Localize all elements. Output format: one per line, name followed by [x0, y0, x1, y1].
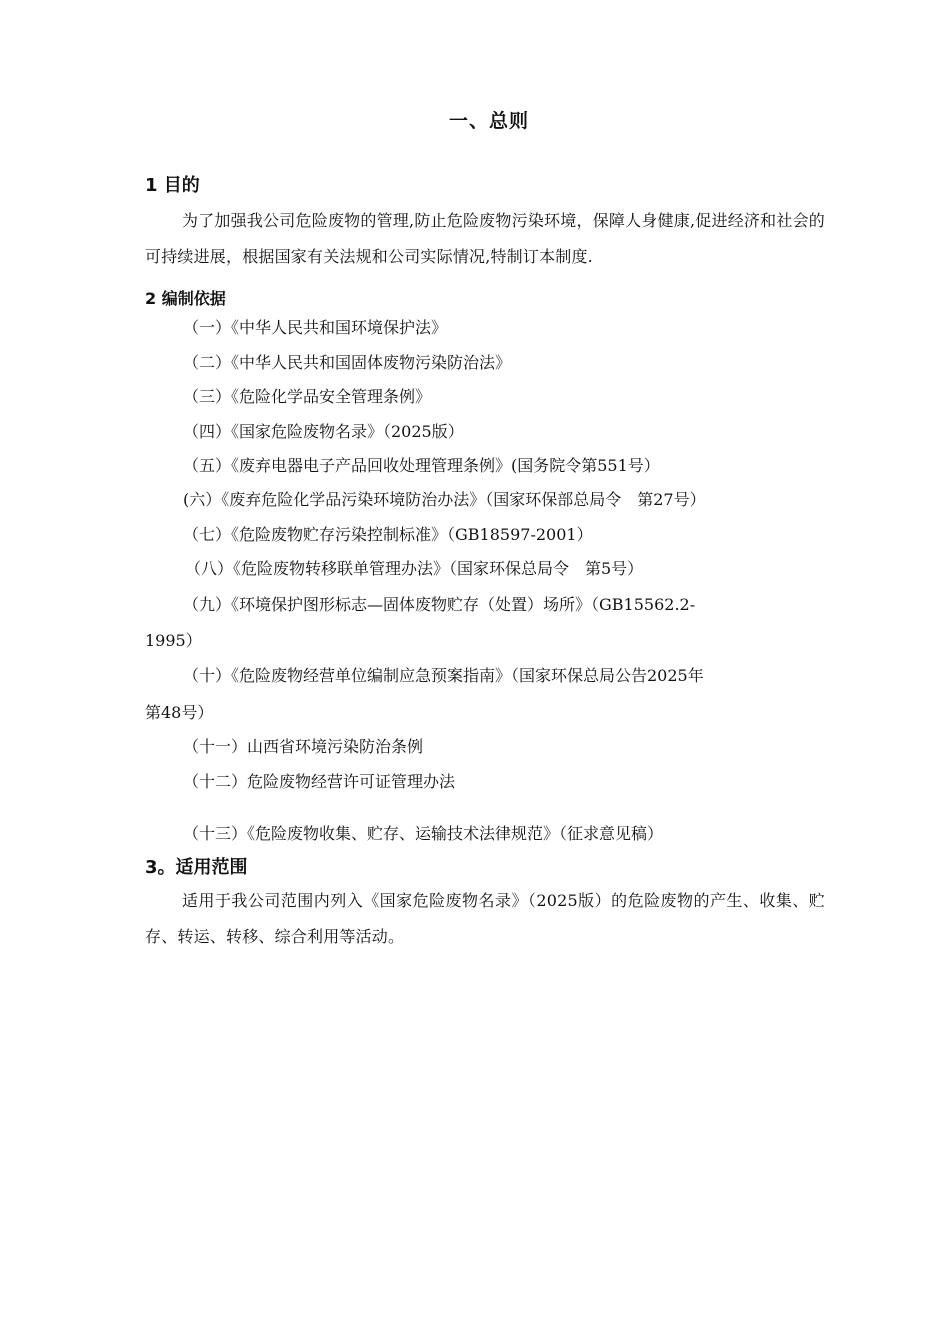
page-title: 一、总则 [448, 110, 529, 132]
basis-item: （三）《危险化学品安全管理条例》 [183, 387, 432, 406]
scope-paragraph: 适用于我公司范围内列入《国家危险废物名录》（2025版）的危险废物的产生、收集、贮存、转运、转移、综合利用等活动。 [145, 891, 825, 946]
basis-item: （十三）《危险废物收集、贮存、运输技术法律规范》（征求意见稿） [183, 824, 664, 843]
basis-item: （四）《国家危险废物名录》（2025版） [183, 422, 464, 441]
basis-item: （十）《危险废物经营单位编制应急预案指南》（国家环保总局公告2025年 [183, 666, 704, 685]
basis-item-continuation: 1995） [145, 631, 202, 650]
basis-item: （八）《危险废物转移联单管理办法》（国家环保总局令 第5号） [185, 559, 644, 578]
basis-item: （五）《废弃电器电子产品回收处理管理条例》(国务院令第551号） [183, 456, 660, 475]
basis-item: （二）《中华人民共和国固体废物污染防治法》 [183, 353, 512, 372]
basis-item: （十一）山西省环境污染防治条例 [183, 737, 424, 756]
section-heading-purpose: 1 目的 [145, 175, 200, 196]
basis-item-continuation: 第48号） [145, 703, 214, 722]
purpose-paragraph: 为了加强我公司危险废物的管理,防止危险废物污染环境，保障人身健康,促进经济和社会的可持续进展，根据国家有关法规和公司实际情况,特制订本制度. [145, 211, 825, 266]
basis-item: （九）《环境保护图形标志—固体废物贮存（处置）场所》（GB15562.2- [183, 595, 696, 614]
section-heading-basis: 2 编制依据 [145, 289, 226, 308]
basis-item: （七）《危险废物贮存污染控制标准》（GB18597-2001） [183, 525, 593, 544]
basis-item: （一）《中华人民共和国环境保护法》 [183, 318, 448, 337]
basis-item: （十二）危险废物经营许可证管理办法 [183, 772, 456, 791]
section-heading-scope: 3。适用范围 [145, 857, 248, 878]
basis-item: (六）《废弃危险化学品污染环境防治办法》（国家环保部总局令 第27号） [183, 490, 706, 509]
